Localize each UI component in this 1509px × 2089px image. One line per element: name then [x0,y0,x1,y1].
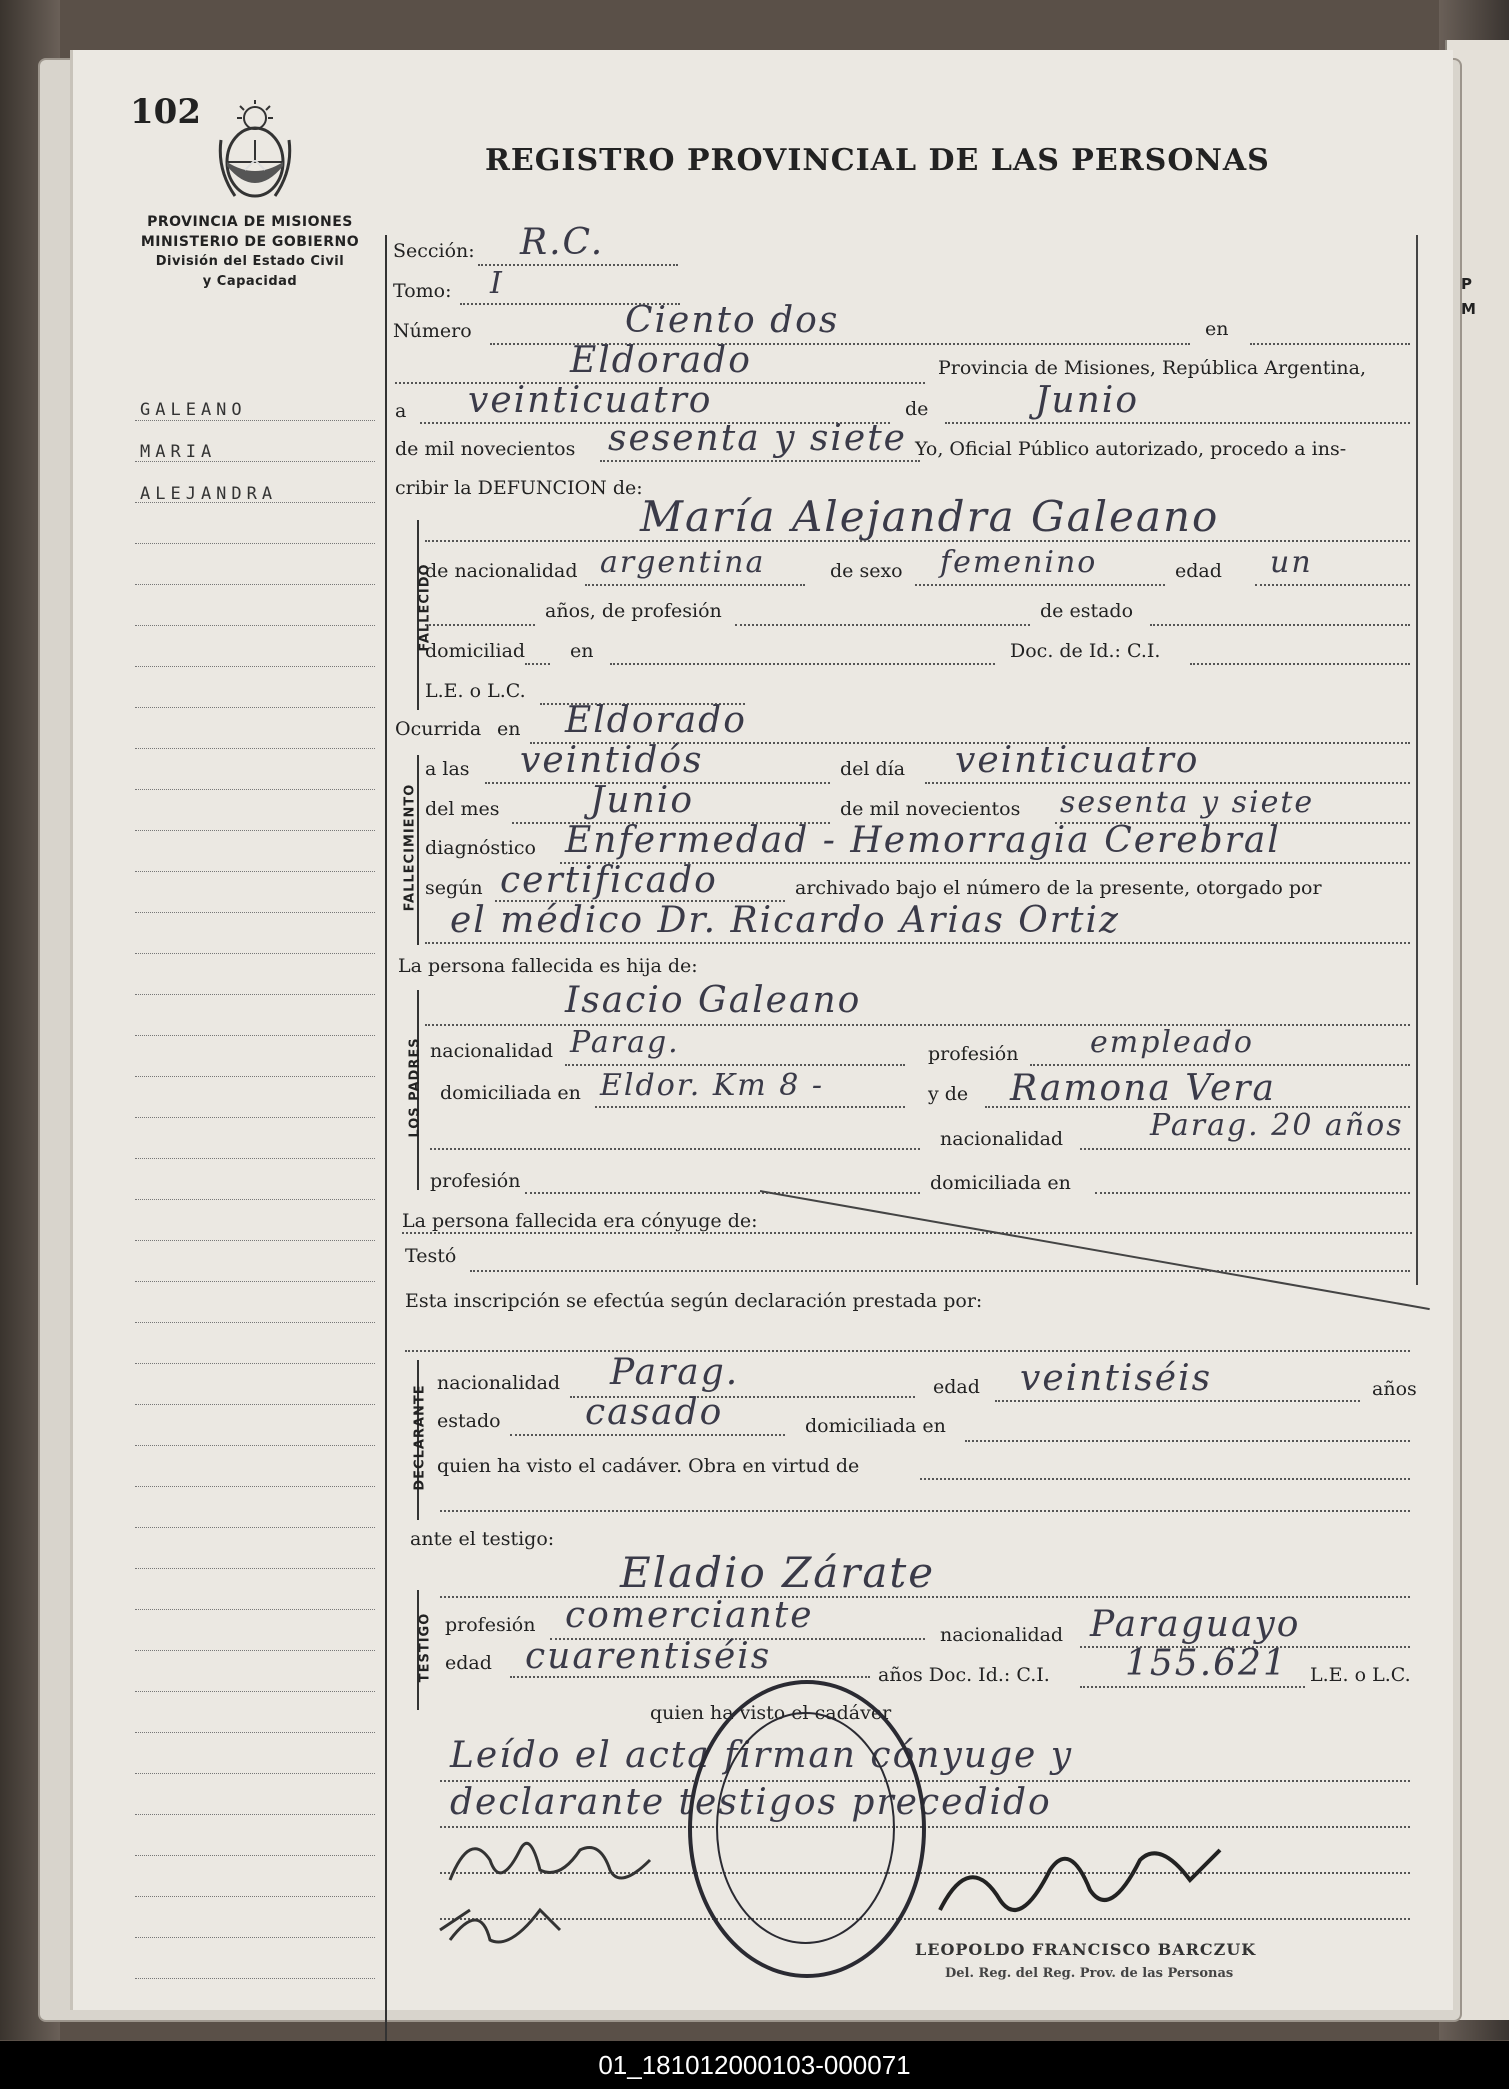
field-line [600,460,920,462]
margin-rule-line [135,1814,375,1815]
field-line [425,624,535,626]
field-line [440,1510,1410,1512]
label-ante-testigo: ante el testigo: [410,1528,555,1550]
label-ocurrida: Ocurrida [395,718,482,740]
label-quien-visto-2: quien ha visto el cadáver [650,1702,892,1724]
margin-rule-line [135,830,375,831]
label-archivado: archivado bajo el número de la presente, otorgado por [795,877,1322,899]
value-seccion: R.C. [520,222,605,263]
value-anio-fallec: sesenta y siete [1060,785,1315,820]
label-anos-profesion: años, de profesión [545,600,722,622]
field-line [610,663,995,665]
value-nombre-fallecido: María Alejandra Galeano [640,492,1220,541]
field-line [1250,343,1410,345]
form-left-border [385,235,387,2055]
field-line [965,1440,1410,1442]
margin-rule-line [135,1117,375,1118]
margin-rule-line [135,748,375,749]
section-label-fallecimiento: FALLECIMIENTO [402,783,418,912]
label-nacionalidad-testigo: nacionalidad [940,1624,1064,1646]
margin-rule-line [135,789,375,790]
margin-rule-line [135,1650,375,1651]
value-edad: un [1270,545,1313,580]
value-padre-dom: Eldor. Km 8 - [600,1068,825,1103]
label-en-ocurrida: en [497,718,521,740]
margin-rule-line [135,1732,375,1733]
margin-rule-line [135,1240,375,1241]
label-domiciliada-padre: domiciliada en [440,1082,581,1104]
value-testigo-edad: cuarentiséis [525,1636,772,1677]
field-line [595,1106,905,1108]
label-a-las: a las [425,758,470,780]
value-nota-1: Leído el acta firman cónyuge y [450,1735,1074,1776]
label-profesion-testigo: profesión [445,1614,536,1636]
value-ocurrida-en: Eldorado [565,700,747,741]
margin-rule-line [135,625,375,626]
adjacent-letter: P [1461,275,1472,293]
field-line [1255,584,1410,586]
field-line [525,1192,920,1194]
value-padre: Isacio Galeano [565,980,862,1021]
org-province: PROVINCIA DE MISIONES [147,214,353,230]
adjacent-letter: M [1461,300,1476,318]
label-anos-decl: años [1372,1378,1417,1400]
margin-middle-name: ALEJANDRA [140,484,278,504]
official-seal [688,1680,926,1978]
label-le-o-lc: L.E. o L.C. [1310,1664,1411,1686]
label-yo-oficial: Yo, Oficial Público autorizado, procedo a ins- [915,438,1347,460]
issuing-authority [120,212,380,292]
label-de-sexo: de sexo [830,560,903,582]
label-domiciliada-decl: domiciliada en [805,1415,946,1437]
margin-rule-line [135,584,375,585]
label-tomo: Tomo: [393,280,452,302]
margin-rule-line [135,1486,375,1487]
margin-rule-line [135,1404,375,1405]
margin-rule-line [135,543,375,544]
signature-declarante [440,1820,670,1900]
value-medico: el médico Dr. Ricardo Arias Ortiz [450,900,1120,941]
label-de-mil: de mil novecientos [395,438,576,460]
label-quien-visto: quien ha visto el cadáver. Obra en virtud de [437,1455,860,1477]
label-de: de [905,398,929,420]
field-line [430,1148,920,1150]
section-label-declarante: DECLARANTE [412,1384,428,1491]
margin-rule-line [135,1322,375,1323]
value-mes-fallec: Junio [590,780,694,821]
value-madre-nac: Parag. 20 años [1150,1108,1404,1143]
margin-rule-line [135,1281,375,1282]
org-ministry: MINISTERIO DE GOBIERNO [140,234,360,250]
field-line [402,1232,1412,1234]
value-decl-nac: Parag. [610,1352,740,1393]
label-edad-decl: edad [933,1376,980,1398]
margin-rule-line [135,1691,375,1692]
field-line [1080,1686,1305,1688]
value-nota-2: declarante testigos precedido [450,1782,1052,1823]
margin-rule-line [135,1035,375,1036]
margin-rule-line [135,1076,375,1077]
field-line [565,1064,905,1066]
margin-rule-line [135,1855,375,1856]
section-label-testigo: TESTIGO [417,1612,433,1683]
value-mes: Junio [1035,380,1139,421]
margin-first-name: MARIA [140,442,217,462]
field-line [915,584,1165,586]
label-a: a [395,400,407,422]
value-sexo: femenino [940,545,1098,580]
margin-rule-line [135,871,375,872]
label-en: en [1205,318,1229,340]
label-edad: edad [1175,560,1222,582]
field-line [945,422,1410,424]
value-madre: Ramona Vera [1010,1068,1276,1109]
margin-rule-line [135,1445,375,1446]
label-del-dia: del día [840,758,906,780]
label-de-nacionalidad: de nacionalidad [425,560,578,582]
page-title: REGISTRO PROVINCIAL DE LAS PERSONAS [485,143,1270,178]
label-de-estado: de estado [1040,600,1134,622]
margin-rule-line [135,502,375,503]
label-le-lc: L.E. o L.C. [425,680,526,702]
value-numero: Ciento dos [625,300,840,341]
field-line [585,584,805,586]
label-inscripcion: Esta inscripción se efectúa según declaración prestada por: [405,1290,983,1312]
image-caption: 01_181012000103-000071 [0,2041,1509,2089]
field-line [1030,1064,1410,1066]
value-padre-prof: empleado [1090,1025,1254,1060]
margin-rule-line [135,912,375,913]
margin-rule-line [135,420,375,421]
margin-rule-line [135,707,375,708]
label-nacionalidad-padre: nacionalidad [430,1040,554,1062]
org-capacity: y Capacidad [202,274,298,289]
margin-rule-line [135,666,375,667]
margin-rule-line [135,1937,375,1938]
field-line [478,264,678,266]
value-decl-edad: veintiséis [1020,1358,1213,1399]
margin-rule-line [135,1527,375,1528]
field-line [1190,663,1410,665]
field-line [1095,1192,1410,1194]
value-lugar: Eldorado [570,340,752,381]
label-seccion: Sección: [393,240,475,262]
value-testigo-ci: 155.621 [1125,1643,1288,1684]
field-line [920,1478,1410,1480]
value-dia-fallec: veinticuatro [955,740,1200,781]
label-y-de: y de [928,1083,969,1105]
margin-rule-line [135,1158,375,1159]
margin-rule-line [135,1978,375,1979]
label-testo: Testó [405,1245,457,1267]
label-nacionalidad-madre: nacionalidad [940,1128,1064,1150]
officer-name: LEOPOLDO FRANCISCO BARCZUK [915,1940,1257,1959]
value-testigo: Eladio Zárate [620,1548,936,1597]
section-label-fallecido: FALLECIDO [417,563,433,652]
margin-rule-line [135,1568,375,1569]
field-line [1150,624,1410,626]
coat-of-arms-icon [215,100,295,210]
section-label-padres: LOS PADRES [407,1037,423,1138]
margin-rule-line [135,1609,375,1610]
label-numero: Número [393,320,472,342]
field-line [425,942,1410,944]
margin-rule-line [135,953,375,954]
label-cribir: cribir la DEFUNCION de: [395,477,643,499]
margin-rule-line [135,1363,375,1364]
label-hija-de: La persona fallecida es hija de: [398,955,698,977]
value-padre-nac: Parag. [570,1025,680,1060]
signature-officer [930,1830,1230,1940]
signature-testigo [430,1890,590,1960]
page-number: 102 [130,92,201,132]
field-line [510,1434,785,1436]
label-profesion-madre: profesión [430,1170,521,1192]
margin-rule-line [135,1199,375,1200]
label-provincia: Provincia de Misiones, República Argentina, [938,357,1367,379]
margin-rule-line [135,1896,375,1897]
field-line [405,1350,1410,1352]
field-line [735,624,1030,626]
margin-rule-line [135,1773,375,1774]
label-anos-doc: años Doc. Id.: C.I. [878,1664,1050,1686]
margin-rule-line [135,994,375,995]
value-testigo-prof: comerciante [565,1595,814,1636]
value-anio: sesenta y siete [608,418,907,459]
margin-rule-line [135,461,375,462]
field-line [1080,1148,1410,1150]
value-nacionalidad: argentina [600,545,766,580]
field-line [470,1270,1410,1272]
label-domiciliad: domiciliad [425,640,526,662]
value-segun: certificado [500,860,718,901]
label-diagnostico: diagnóstico [425,837,536,859]
label-edad-testigo: edad [445,1652,492,1674]
margin-surname: GALEANO [140,400,247,420]
label-conyuge: La persona fallecida era cónyuge de: [402,1210,758,1232]
label-nacionalidad-decl: nacionalidad [437,1372,561,1394]
label-de-mil-nov: de mil novecientos [840,798,1021,820]
label-del-mes: del mes [425,798,500,820]
field-line [925,782,1410,784]
org-division: División del Estado Civil [155,254,345,269]
value-hora: veintidós [520,740,704,781]
field-line [995,1400,1360,1402]
label-doc-id: Doc. de Id.: C.I. [1010,640,1161,662]
label-profesion-padre: profesión [928,1043,1019,1065]
label-en-dom: en [570,640,594,662]
value-tomo: I [490,266,504,301]
value-testigo-nac: Paraguayo [1090,1604,1301,1645]
label-segun: según [425,877,483,899]
value-decl-estado: casado [585,1392,724,1433]
field-line [525,663,550,665]
value-diagnostico: Enfermedad - Hemorragia Cerebral [565,820,1281,861]
officer-title: Del. Reg. del Reg. Prov. de las Personas [945,1966,1234,1981]
label-estado-decl: estado [437,1410,501,1432]
label-domiciliada-madre: domiciliada en [930,1172,1071,1194]
value-dia: veinticuatro [468,380,713,421]
form-right-border [1416,235,1418,1285]
